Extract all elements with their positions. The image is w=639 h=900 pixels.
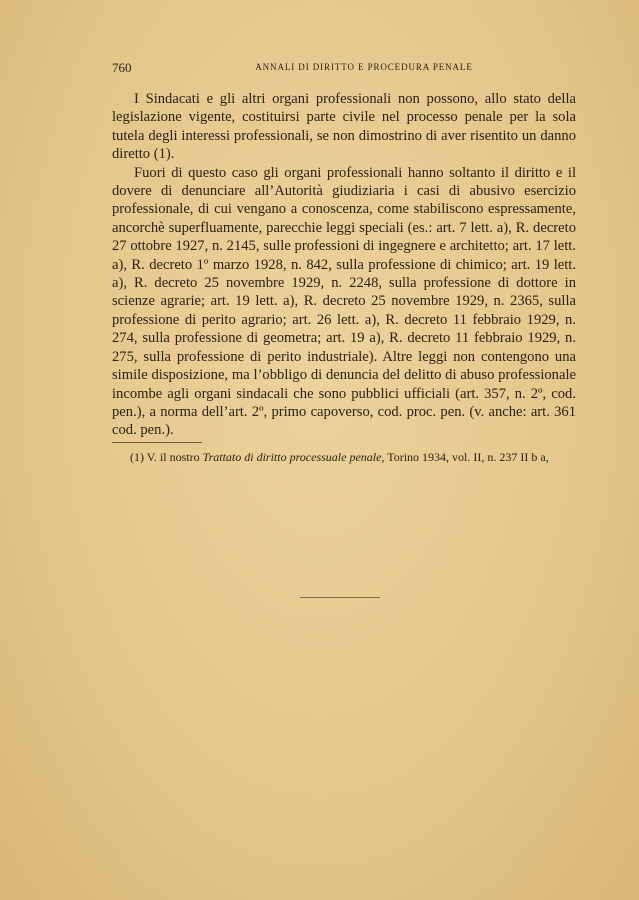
footnote-1 <box>112 449 576 466</box>
footnote-lead: (1) V. il nostro <box>130 450 203 464</box>
paragraph-2: Fuori di questo caso gli organi professionali hanno soltanto il diritto e il dovere di denunciare all’Autorità giudiziaria i casi di abusivo esercizio professionale, di cui vengano a conoscenza, come stabiliscono espressamente, ancorchè superfluamente, parecchie leggi speciali (es.: art. 7 lett. a), R. decreto 27 ottobre 1927, n. 2145, sulle professioni di ingegnere e architetto; art. 17 lett. a), R. decreto 1º marzo 1928, n. 842, sulla professione di chimico; art. 19 lett. a), R. decreto 25 novembre 1929, n. 2248, sulla professione di dottore in scienze agrarie; art. 19 lett. a), R. decreto 25 novembre 1929, n. 2365, sulla professione di perito agrario; art. 26 lett. a), R. decreto 11 febbraio 1929, n. 274, sulla professione di geometra; art. 19 a), R. decreto 11 febbraio 1929, n. 275, sulla professione di perito industriale). Altre leggi non contengono una simile disposizione, ma l’obbligo di denuncia del delitto di abuso professionale incombe agli organi sindacali che sono pubblici ufficiali (art. 357, n. 2º, cod. pen.), a norma dell’art. 2º, primo capoverso, cod. proc. pen. (v. anche: art. 361 cod. pen.). <box>112 164 576 439</box>
end-ornament-rule <box>300 597 380 598</box>
page-number: 760 <box>112 60 132 75</box>
paragraph-1: I Sindacati e gli altri organi professionali non possono, allo stato della legislazione vigente, costituirsi parte civile nel processo penale per la sola tutela degli interessi professionali, se non dimostrino di aver risentito un danno diretto (1). <box>112 91 576 163</box>
footnote-separator <box>112 442 202 443</box>
footnote-work-title: Trattato di diritto processuale penale <box>202 450 382 464</box>
page-header <box>112 60 576 76</box>
footnote-tail: , Torino 1934, vol. II, n. 237 II b a, <box>381 450 549 464</box>
body-text <box>112 90 576 440</box>
running-title: ANNALI DI DIRITTO E PROCEDURA PENALE <box>255 62 473 72</box>
